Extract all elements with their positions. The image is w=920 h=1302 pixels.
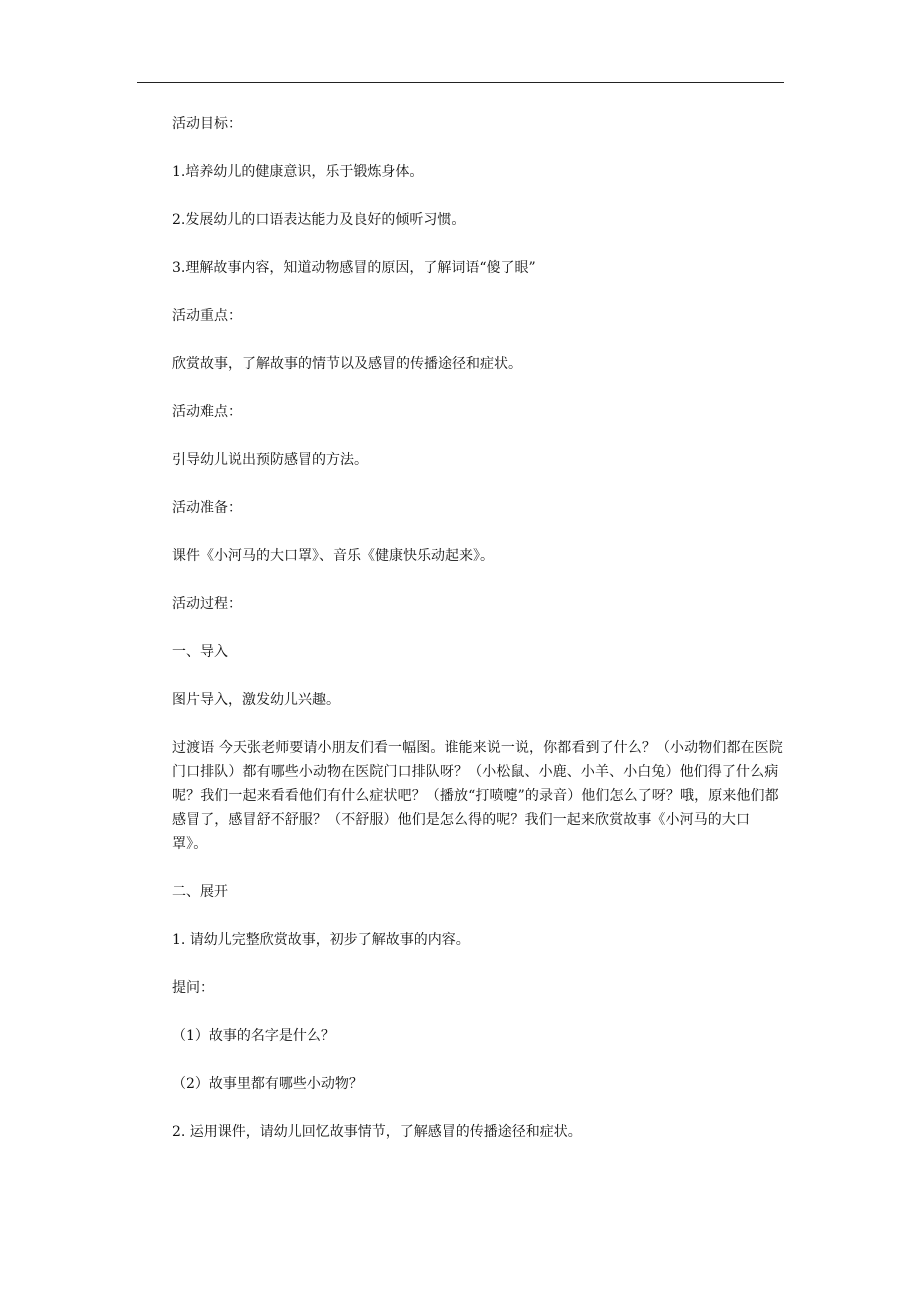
header-divider	[137, 82, 784, 83]
questions-heading: 提问：	[172, 980, 214, 996]
preparation-text: 课件《小河马的大口罩》、音乐《健康快乐动起来》。	[172, 548, 494, 564]
heading-process: 活动过程：	[172, 596, 242, 612]
key-points-text: 欣赏故事，了解故事的情节以及感冒的传播途径和症状。	[172, 356, 522, 372]
goal-item-1: 1.培养幼儿的健康意识，乐于锻炼身体。	[172, 164, 424, 180]
transition-paragraph: 过渡语 今天张老师要请小朋友们看一幅图。谁能来说一说，你都看到了什么？（小动物们都在医院门口排队）都有哪些小动物在医院门口排队呀？（小松鼠、小鹿、小羊、小白兔）他们得了什么病呢？我们一起来看看他们有什么症状吧？（播放“打喷嚏”的录音）他们怎么了呀？哦，原来他们都感冒了，感冒舒不舒服？（不舒服）他们是怎么得的呢？我们一起来欣赏故事《小河马的大口罩》。	[172, 740, 783, 852]
development-step-2: 2. 运用课件，请幼儿回忆故事情节，了解感冒的传播途径和症状。	[172, 1124, 582, 1140]
section-development: 二、展开	[172, 884, 228, 900]
heading-activity-goals: 活动目标：	[172, 116, 242, 132]
section-introduction: 一、导入	[172, 644, 228, 660]
introduction-text: 图片导入，激发幼儿兴趣。	[172, 692, 340, 708]
question-1: （1）故事的名字是什么？	[172, 1028, 335, 1044]
goal-item-2: 2.发展幼儿的口语表达能力及良好的倾听习惯。	[172, 212, 466, 228]
heading-preparation: 活动准备：	[172, 500, 242, 516]
question-2: （2）故事里都有哪些小动物？	[172, 1076, 363, 1092]
document-body	[172, 112, 784, 1144]
goal-item-3: 3.理解故事内容，知道动物感冒的原因，了解词语“傻了眼”	[172, 260, 536, 276]
difficulties-text: 引导幼儿说出预防感冒的方法。	[172, 452, 368, 468]
heading-key-points: 活动重点：	[172, 308, 242, 324]
heading-difficulties: 活动难点：	[172, 404, 242, 420]
development-step-1: 1. 请幼儿完整欣赏故事，初步了解故事的内容。	[172, 932, 470, 948]
